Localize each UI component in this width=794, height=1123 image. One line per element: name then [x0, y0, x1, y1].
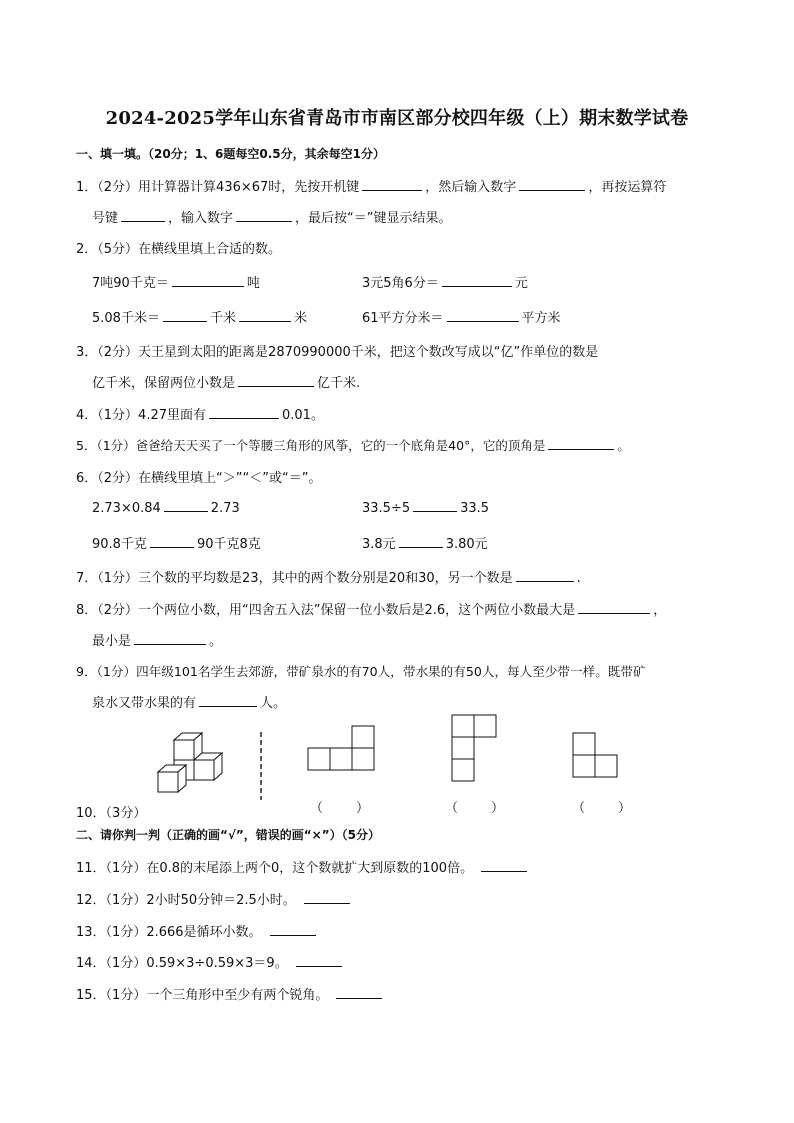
q6-item-3 — [92, 533, 261, 552]
q2-item-1 — [92, 272, 260, 291]
q8-blank-2[interactable] — [134, 632, 206, 645]
question-13 — [76, 921, 319, 940]
q12-blank[interactable] — [304, 891, 350, 904]
q14-text: 14．（1分）0.59×3÷0.59×3＝9。 — [76, 956, 288, 971]
q4-blank-1[interactable] — [209, 406, 279, 419]
question-3: 3．（2分）天王星到太阳的距离是2870990000千米，把这个数改写成以“亿”作单位的数是 — [76, 345, 599, 360]
q1-text-a: 1．（2分）用计算器计算436×67时，先按开机键 — [76, 180, 360, 195]
q2-item-3 — [92, 307, 307, 326]
question-2: 2．（5分）在横线里填上合适的数。 — [76, 242, 282, 257]
q6-item-4-left: 3.8元 — [362, 537, 396, 552]
view-figure-1 — [306, 725, 376, 773]
q13-text: 13．（1分）2.666是循环小数。 — [76, 925, 262, 940]
q1-text-b: ，然后输入数字 — [425, 180, 517, 195]
q6-item-4-right: 3.80元 — [445, 537, 488, 552]
q7-text-a: 7．（1分）三个数的平均数是23，其中的两个数分别是20和30，另一个数是 — [76, 571, 513, 586]
q6-blank-1[interactable] — [164, 499, 208, 512]
q6-item-3-left: 90.8千克 — [92, 537, 147, 552]
q6-item-2-left: 33.5÷5 — [362, 501, 411, 516]
q10-answer-paren-3[interactable]: （ ） — [572, 801, 632, 816]
q1-text-d: 号键 — [92, 211, 119, 226]
q5-text-b: 。 — [617, 438, 630, 453]
q1-blank-1[interactable] — [362, 178, 422, 191]
q6-item-1-right: 2.73 — [210, 501, 240, 516]
q2-item-3-unit-2: 米 — [293, 311, 307, 326]
q9-text-c: 人。 — [260, 696, 287, 711]
q5-blank-1[interactable] — [548, 437, 614, 450]
question-7 — [76, 567, 581, 586]
question-8-line-2 — [92, 630, 222, 649]
q2-item-2 — [362, 272, 528, 291]
question-12 — [76, 889, 353, 908]
q12-text: 12．（1分）2小时50分钟＝2.5小时。 — [76, 893, 296, 908]
q8-blank-1[interactable] — [578, 601, 650, 614]
q1-text-f: ，最后按“＝”键显示结果。 — [295, 211, 452, 226]
q6-blank-3[interactable] — [150, 535, 194, 548]
section-1-heading: 一、填一填。（20分；1、6题每空0.5分，其余每空1分） — [76, 147, 386, 161]
q2-blank-5[interactable] — [447, 309, 519, 322]
q8-text-a: 8．（2分）一个两位小数，用“四舍五入法”保留一位小数后是2.6，这个两位小数最大是 — [76, 603, 576, 618]
q3-text-c: 亿千米. — [317, 376, 361, 391]
question-9-line-2 — [92, 692, 286, 711]
q1-blank-2[interactable] — [519, 178, 585, 191]
q13-blank[interactable] — [270, 923, 316, 936]
q2-item-4-unit: 平方米 — [521, 311, 561, 326]
q1-blank-4[interactable] — [236, 209, 292, 222]
cube-solid-figure — [150, 730, 230, 802]
section-2-heading: 二、请你判一判（正确的画“√”，错误的画“×”）（5分） — [76, 828, 380, 842]
q2-item-2-text: 3元5角6分＝ — [362, 276, 439, 291]
view-figure-3 — [571, 731, 619, 779]
q10-answer-paren-1[interactable]: （ ） — [310, 801, 370, 816]
q2-blank-4[interactable] — [239, 309, 291, 322]
q8-text-b: ， — [653, 603, 667, 618]
q9-text-b: 泉水又带水果的有 — [92, 696, 197, 711]
q2-blank-2[interactable] — [442, 274, 512, 287]
q5-text-a: 5．（1分）爸爸给天天买了一个等腰三角形的风筝，它的一个底角是40°，它的顶角是 — [76, 438, 546, 453]
question-14 — [76, 952, 345, 971]
q8-text-c: 最小是 — [92, 634, 132, 649]
q3-text-b: 亿千米，保留两位小数是 — [92, 376, 236, 391]
q1-text-c: ，再按运算符 — [588, 180, 667, 195]
q7-text-b: . — [576, 571, 581, 586]
question-6: 6．（2分）在横线里填上“＞”“＜”或“＝”。 — [76, 471, 322, 486]
q2-item-1-unit: 吨 — [246, 276, 260, 291]
q7-blank-1[interactable] — [516, 569, 574, 582]
q6-item-1-left: 2.73×0.84 — [92, 501, 161, 516]
question-5 — [76, 436, 630, 454]
q1-text-e: ，输入数字 — [168, 211, 234, 226]
q2-item-2-unit: 元 — [514, 276, 528, 291]
q6-item-1 — [92, 499, 240, 516]
q4-text-b: 0.01。 — [282, 408, 324, 423]
q2-item-1-text: 7吨90千克＝ — [92, 276, 169, 291]
question-11 — [76, 857, 530, 876]
q4-text-a: 4．（1分）4.27里面有 — [76, 408, 206, 423]
q10-answer-paren-2[interactable]: （ ） — [445, 801, 505, 816]
page-title: 2024-2025学年山东省青岛市市南区部分校四年级（上）期末数学试卷 — [105, 108, 689, 129]
q11-text: 11．（1分）在0.8的末尾添上两个0，这个数就扩大到原数的100倍。 — [76, 861, 474, 876]
q15-blank[interactable] — [336, 986, 382, 999]
q2-item-3-text: 5.08千米＝ — [92, 311, 160, 326]
q6-item-4 — [362, 533, 488, 552]
q14-blank[interactable] — [296, 954, 342, 967]
question-1-line-2 — [92, 207, 452, 226]
dashed-divider — [255, 730, 267, 802]
question-1 — [76, 176, 666, 195]
q3-blank-1[interactable] — [238, 374, 314, 387]
q8-text-d: 。 — [209, 634, 223, 649]
q6-blank-4[interactable] — [399, 535, 443, 548]
q2-item-4-text: 61平方分米＝ — [362, 311, 444, 326]
q6-item-2 — [362, 499, 489, 516]
question-9: 9．（1分）四年级101名学生去郊游，带矿泉水的有70人，带水果的有50人，每人至少带一样。既带矿 — [76, 664, 646, 679]
q6-blank-2[interactable] — [413, 499, 457, 512]
q1-blank-3[interactable] — [121, 209, 165, 222]
question-3-line-2 — [92, 372, 360, 391]
q11-blank[interactable] — [481, 859, 527, 872]
q6-item-2-right: 33.5 — [460, 501, 490, 516]
question-15 — [76, 984, 385, 1003]
q2-blank-3[interactable] — [163, 309, 207, 322]
view-figure-2 — [450, 713, 498, 783]
q9-blank-1[interactable] — [199, 694, 257, 707]
question-10: 10．（3分） — [76, 806, 147, 821]
q2-item-4 — [362, 307, 561, 326]
q6-item-3-right: 90千克8克 — [196, 537, 261, 552]
q2-blank-1[interactable] — [172, 274, 244, 287]
question-4 — [76, 404, 324, 423]
q15-text: 15．（1分）一个三角形中至少有两个锐角。 — [76, 988, 329, 1003]
question-8 — [76, 599, 666, 618]
q2-item-3-unit-1: 千米 — [209, 311, 236, 326]
